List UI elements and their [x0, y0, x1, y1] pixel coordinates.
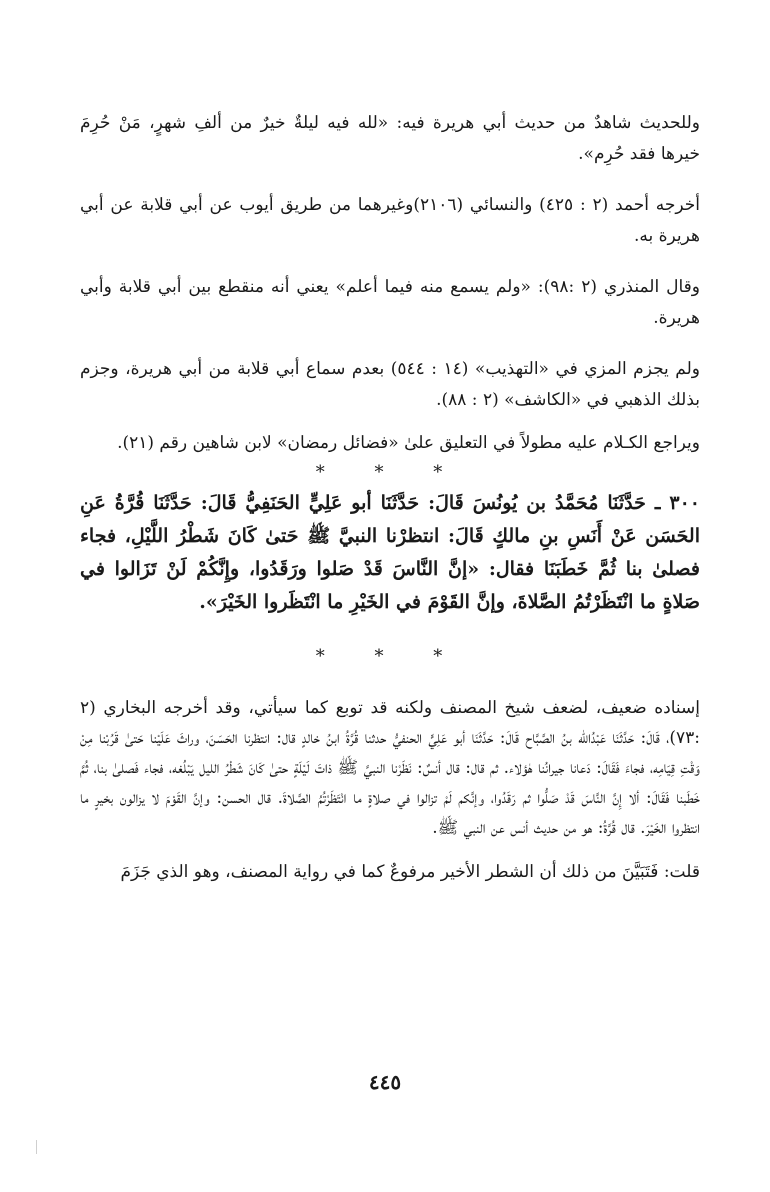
footnote-paragraph: وقال المنذري (٢ :٩٨): «ولم يسمع منه فيما أعلم» يعني أنه منقطع بين أبي قلابة وأبي هريرة.	[80, 277, 700, 328]
hadith-text: ٣٠٠ ـ حَدَّثَنَا مُحَمَّدُ بن يُونُسَ قَالَ: حَدَّثَنَا أبو عَلِيٍّ الحَنَفِيُّ قَالَ: حَدَّثَنَا قُرَّةُ عَنِ الحَسَن عَنْ أَنَسِ بنِ مالكٍ قَالَ: انتظرْنا النبيَّ ﷺ حَتىٰ كَانَ شَطْرُ اللَّيْلِ، فجاء فصلىٰ بنا ثُمَّ خَطَبَنَا فقال: «إنَّ النَّاسَ قَدْ صَلوا ورَقَدُوا، وإِنَّكُمْ لَنْ تَزَالوا في صَلاةٍ ما انْتَظَرْتُمُ الصَّلاةَ، وإنَّ القَوْمَ في الخَيْرِ ما انْتَظَروا الخَيْرَ».	[80, 492, 700, 613]
closing-paragraph: قلت: فَتَبَيَّنَ من ذلك أن الشطر الأخير مرفوعٌ كما في رواية المصنف، وهو الذي جَزَمَ	[120, 862, 700, 882]
footnote-paragraph: أخرجه أحمد (٢ : ٤٢٥) والنسائي (٢١٠٦)وغيرهما من طريق أيوب عن أبي قلابة عن أبي هريرة به.	[80, 195, 700, 246]
section-separator: * * *	[315, 462, 465, 483]
page-number: ٤٤٥	[368, 1070, 402, 1094]
margin-mark	[36, 1140, 37, 1154]
footnote-paragraph: وللحديث شاهدٌ من حديث أبي هريرة فيه: «لله فيه ليلةٌ خيرٌ من ألفِ شهرٍ، مَنْ حُرِمَ خيرها فقد حُرِم».	[80, 113, 700, 164]
footnote-paragraph: ويراجع الكـلام عليه مطولاً في التعليق علىٰ «فضائل رمضان» لابن شاهين رقم (٢١).	[117, 433, 700, 453]
page-body	[80, 108, 700, 887]
commentary-paragraph: إسناده ضعيف، لضعف شيخ المصنف ولكنه قد توبع كما سيأتي، وقد أخرجه البخاري (٢ :٧٣)، قَالَ: حَدَّثَنَا عَبْدُالله بنُ الصَّبَّاح قَالَ: حَدَّثَنَا أبو عَلِيٍّ الحنفيُّ حدثنا قُرَّةُ ابنُ خالدٍ قال: انتظرنا الحَسَنَ، وراثَ عَلَيْنا حَتىٰ قَرُبْنا مِنْ وَقْتِ قِيَامِه، فجاءَ فَقَالَ: دَعانا جيرانُنا هٰؤلاء. ثم قال: قال أنسٌ: نَظَرْنا النبيَّ ﷺ ذاتَ لَيْلَةٍ حتىٰ كَانَ شَطْرُ الليل يَبْلُغه، فجاء فَصلىٰ بنا، ثُمَّ خَطَبنا فَقَالَ: ألا إِنَّ النَّاسَ قَدْ صَلُّوا ثم رَقَدُوا، وإنَّكم لَمْ تزالوا في صلاةٍ ما انْتَظَرْتُمُ الصَّلاةَ. قال الحسن: وإنَّ القَوْمَ لا يزالون بخيرٍ ما انتظروا الخَيْرَ. قال قُرَّةُ: هو من حديث أنس عن النبي ﷺ.	[80, 698, 700, 838]
section-separator: * * *	[315, 646, 465, 667]
footnote-paragraph: ولم يجزم المزي في «التهذيب» (١٤ : ٥٤٤) بعدم سماع أبي قلابة من أبي هريرة، وجزم بذلك الذهبي في «الكاشف» (٢ : ٨٨).	[80, 359, 700, 410]
